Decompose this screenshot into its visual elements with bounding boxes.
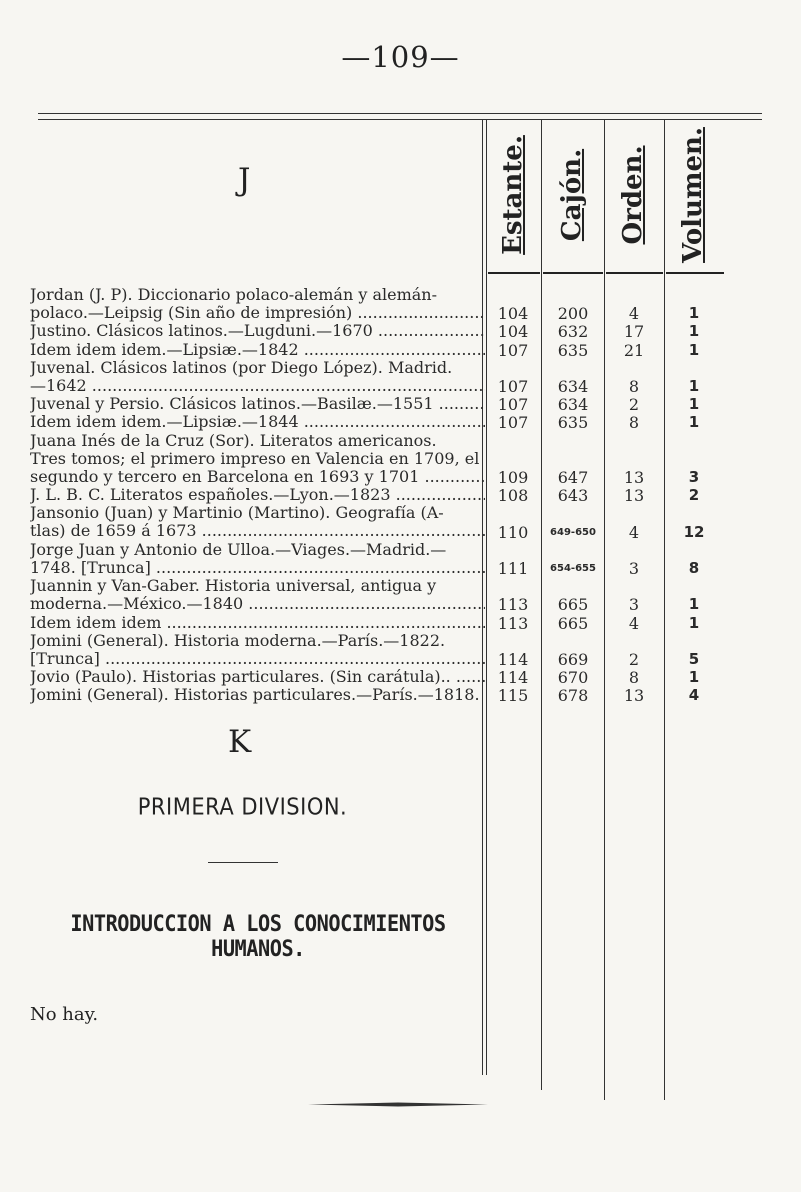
- header-underline: [606, 272, 663, 274]
- entry-orden: 4: [628, 613, 640, 633]
- entry-line: Juannin y Van-Gaber. Historia universal, antigua y: [30, 577, 437, 596]
- double-rule-top: [38, 113, 762, 114]
- entry-volumen: 2: [688, 486, 700, 505]
- entry-orden: 8: [628, 377, 640, 396]
- header-underline: [488, 272, 540, 274]
- entry-orden: 13: [623, 486, 645, 506]
- entry-orden: 8: [628, 413, 640, 433]
- entry-text: [30, 632, 485, 668]
- entry-cajon: 669: [557, 650, 589, 669]
- entry-text: [30, 668, 485, 686]
- entry-line: Tres tomos; el primero impreso en Valencia en 1709, el: [30, 449, 480, 468]
- entry-estante: 111: [497, 559, 529, 578]
- entry-line: moderna.—México.—1840 .....: [30, 595, 485, 613]
- entry-volumen: 1: [688, 340, 700, 359]
- entry-volumen: 1: [688, 322, 700, 341]
- short-divider: [208, 862, 278, 863]
- entry-text: [30, 359, 485, 395]
- entry-cajon: 647: [557, 468, 589, 487]
- entry-orden: 17: [623, 322, 645, 342]
- entry-orden: 3: [628, 559, 640, 578]
- entry-line: Jorge Juan y Antonio de Ulloa.—Viages.—Madrid.—: [30, 540, 447, 559]
- entry-line: 1748. [Trunca] .....: [30, 559, 485, 577]
- entry-volumen: 12: [683, 522, 705, 541]
- entry-line: Idem idem idem .....: [30, 614, 485, 632]
- entry-cajon: 665: [557, 595, 589, 615]
- entry-volumen: 5: [688, 650, 700, 668]
- entry-cajon: 678: [557, 686, 589, 706]
- entry-line: Juvenal. Clásicos latinos (por Diego López). Madrid.: [30, 358, 453, 377]
- column-header-orden: Orden.: [618, 145, 648, 245]
- entry-line: segundo y tercero en Barcelona en 1693 y 1701 .....: [30, 468, 485, 486]
- entry-estante: 109: [497, 468, 529, 487]
- entry-cajon: 635: [557, 340, 589, 360]
- entry-cajon: 649-650: [550, 526, 596, 538]
- entry-text: [30, 432, 485, 486]
- entry-line: Jomini (General). Historias particulares.—París.—1818. .....: [30, 686, 485, 704]
- entry-estante: 115: [497, 686, 529, 706]
- column-header-cajon: Cajón.: [557, 148, 587, 242]
- entry-line: Juana Inés de la Cruz (Sor). Literatos americanos.: [30, 431, 437, 450]
- entry-cajon: 654-655: [550, 563, 596, 574]
- entry-cajon: 200: [557, 304, 589, 324]
- entry-text: [30, 614, 485, 632]
- entry-line: Jomini (General). Historia moderna.—París.—1822.: [30, 631, 446, 650]
- entry-volumen: 1: [688, 595, 700, 614]
- entry-cajon: 635: [557, 413, 589, 433]
- entry-estante: 110: [497, 522, 529, 542]
- entry-estante: 107: [497, 377, 529, 396]
- entry-volumen: 1: [688, 668, 700, 687]
- entry-orden: 4: [628, 522, 640, 542]
- entry-text: [30, 286, 485, 322]
- entry-line: Juvenal y Persio. Clásicos latinos.—Basilæ.—1551 .....: [30, 395, 485, 413]
- entry-orden: 3: [628, 595, 640, 615]
- entry-line: —1642 .....: [30, 377, 485, 395]
- entry-line: Idem idem idem.—Lipsiæ.—1842 .....: [30, 341, 485, 359]
- entry-estante: 107: [497, 340, 529, 360]
- entry-line: Justino. Clásicos latinos.—Lugduni.—1670 .....: [30, 322, 485, 340]
- entry-estante: 114: [497, 650, 529, 669]
- section-title: INTRODUCCION A LOS CONOCIMIENTOS HUMANOS.: [70, 912, 446, 962]
- entry-cajon: 665: [557, 613, 589, 633]
- entry-text: [30, 541, 485, 577]
- column-header-estante: Estante.: [498, 135, 528, 255]
- entry-line: Idem idem idem.—Lipsiæ.—1844 .....: [30, 413, 485, 431]
- entry-text: [30, 504, 485, 540]
- entry-text: [30, 686, 485, 704]
- entry-volumen: 1: [688, 377, 700, 395]
- header-underline: [543, 272, 603, 274]
- entry-estante: 104: [497, 304, 529, 324]
- entry-cajon: 634: [557, 377, 589, 396]
- footer-ornament: [308, 1102, 488, 1107]
- entry-line: J. L. B. C. Literatos españoles.—Lyon.—1823 .....: [30, 486, 485, 504]
- entry-cajon: 632: [557, 322, 589, 342]
- entry-text: [30, 413, 485, 431]
- entry-orden: 13: [623, 686, 645, 706]
- entry-volumen: 1: [688, 304, 700, 323]
- entry-line: [Trunca] .....: [30, 650, 485, 668]
- entry-orden: 4: [628, 304, 640, 324]
- entry-cajon: 643: [557, 486, 589, 506]
- entry-line: polaco.—Leipsig (Sin año de impresión) .....: [30, 304, 485, 322]
- section-letter-k: K: [228, 724, 252, 760]
- entry-text: [30, 341, 485, 359]
- entry-line: Jansonio (Juan) y Martinio (Martino). Geografía (A-: [30, 504, 444, 523]
- entry-estante: 113: [497, 613, 529, 633]
- section-letter-j: J: [238, 162, 251, 198]
- entry-cajon: 670: [557, 668, 589, 688]
- division-heading: PRIMERA DIVISION.: [137, 794, 348, 820]
- entry-text: [30, 486, 485, 504]
- entry-line: Jordan (J. P). Diccionario polaco-alemán y alemán-: [30, 286, 438, 304]
- entry-volumen: 8: [688, 559, 700, 577]
- entry-text: [30, 577, 485, 613]
- entry-text: [30, 395, 485, 413]
- entry-volumen: 4: [688, 686, 700, 705]
- header-underline: [666, 272, 724, 274]
- entry-estante: 108: [497, 486, 529, 506]
- entry-orden: 2: [628, 395, 640, 415]
- entry-volumen: 3: [688, 468, 700, 486]
- entry-estante: 107: [497, 413, 529, 433]
- entry-estante: 114: [497, 668, 529, 688]
- entry-orden: 21: [623, 340, 645, 360]
- entry-orden: 8: [628, 668, 640, 688]
- entry-text: [30, 322, 485, 340]
- column-header-volumen: Volumen.: [678, 127, 708, 263]
- entry-volumen: 1: [688, 395, 700, 414]
- entry-estante: 113: [497, 595, 529, 615]
- entry-volumen: 1: [688, 413, 700, 432]
- page-number: —109—: [341, 40, 460, 74]
- entry-volumen: 1: [688, 613, 700, 632]
- entry-line: Jovio (Paulo). Historias particulares. (Sin carátula).. .....: [30, 668, 485, 686]
- entry-estante: 107: [497, 395, 529, 415]
- entry-line: tlas) de 1659 á 1673 .....: [30, 522, 485, 540]
- entry-orden: 2: [628, 650, 640, 669]
- entry-estante: 104: [497, 322, 529, 342]
- no-entries-note: No hay.: [30, 1004, 99, 1025]
- entry-cajon: 634: [557, 395, 589, 415]
- entry-orden: 13: [623, 468, 645, 487]
